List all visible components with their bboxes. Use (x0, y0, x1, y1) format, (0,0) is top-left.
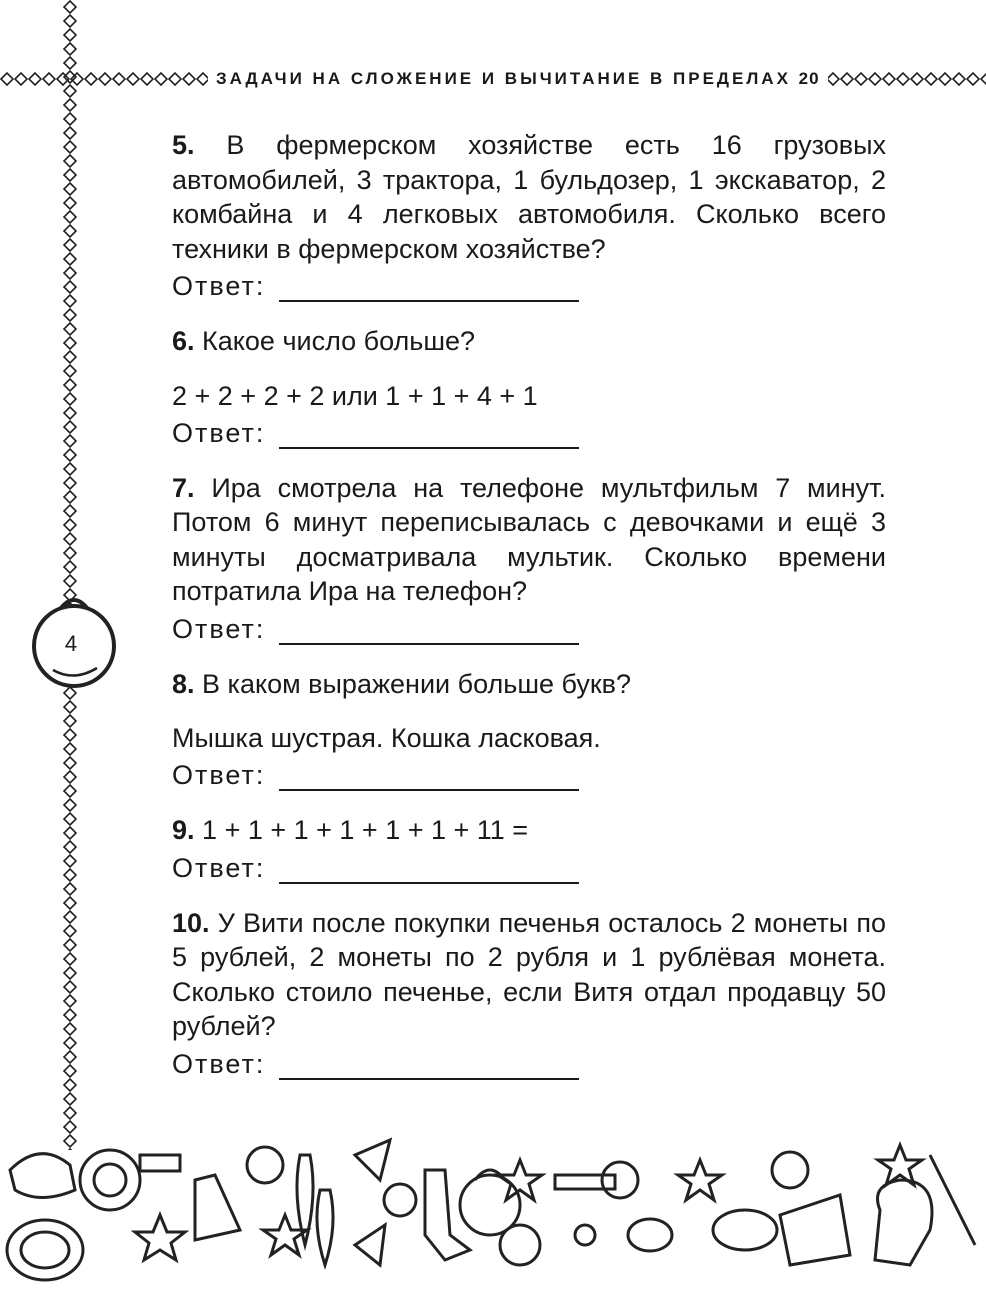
problem-number: 6. (172, 326, 195, 356)
boxing-glove-icon (875, 1180, 932, 1265)
problem-number: 10. (172, 907, 210, 938)
flag-icon (355, 1140, 390, 1180)
skate-icon (195, 1175, 240, 1240)
problem-number: 7. (172, 472, 195, 503)
problem-10 (144, 906, 886, 1044)
problem-text: Какое число больше? (202, 326, 476, 356)
answer-blank-7[interactable] (279, 619, 579, 645)
problem-number: 9. (172, 815, 195, 845)
rosette-icon (500, 1225, 540, 1265)
flipper-icon (780, 1195, 850, 1265)
problem-6 (144, 324, 886, 359)
problem-5 (144, 128, 886, 266)
problem-6-expression: 2 + 2 + 2 + 2 или 1 + 1 + 4 + 1 (172, 380, 538, 411)
problems-list (144, 128, 886, 1080)
star-icon-4 (678, 1160, 722, 1200)
problem-7 (144, 471, 886, 609)
shuttlecock-icon (355, 1225, 385, 1265)
medal-icon (384, 1184, 416, 1216)
answer-label: Ответ: (172, 760, 266, 790)
answer-blank-8[interactable] (279, 765, 579, 791)
answer-row-9 (144, 848, 886, 884)
answer-label: Ответ: (172, 852, 266, 883)
ball-icon (247, 1147, 283, 1183)
problem-number: 5. (172, 130, 195, 160)
header-title-number: 20 (798, 69, 820, 88)
answer-row-5 (144, 266, 886, 302)
problem-number: 8. (172, 668, 195, 699)
problem-text: У Вити после покупки печенья осталось 2 монеты по 5 рублей, 2 монеты по 2 рубля и 1 рублёвая монета. Сколько стоило печенье, если Витя отдал продавцу 50 рублей? (172, 907, 886, 1041)
target-icon (80, 1150, 140, 1210)
problem-text: В каком выражении больше букв? (202, 668, 632, 699)
dumbbell-icon (140, 1155, 180, 1171)
answer-blank-10[interactable] (279, 1054, 579, 1080)
stopwatch-icon (602, 1162, 638, 1198)
dart-icon (930, 1155, 975, 1245)
goggles-icon (628, 1219, 672, 1251)
answer-label: Ответ: (172, 1048, 266, 1079)
problem-8-phrases: Мышка шустрая. Кошка ласковая. (172, 723, 601, 753)
answer-blank-5[interactable] (279, 276, 579, 302)
answer-blank-9[interactable] (279, 858, 579, 884)
whistle-icon (10, 1154, 75, 1198)
problem-9 (144, 813, 886, 848)
header-title (208, 66, 828, 92)
answer-row-10 (144, 1044, 886, 1080)
problem-text: 1 + 1 + 1 + 1 + 1 + 1 + 11 = (202, 815, 529, 845)
frisbee-icon (7, 1220, 83, 1280)
star-icon-3 (498, 1160, 542, 1200)
chain-border-vertical (61, 0, 79, 1150)
sports-doodles-border (0, 1135, 986, 1299)
answer-row-6 (144, 413, 886, 449)
answer-label: Ответ: (172, 417, 266, 448)
answer-row-8 (144, 755, 886, 791)
star-icon (135, 1215, 185, 1260)
answer-label: Ответ: (172, 271, 266, 301)
rugby-ball-icon (713, 1210, 777, 1250)
small-ball-icon (575, 1225, 595, 1245)
answer-label: Ответ: (172, 613, 266, 644)
spiral-icon (772, 1152, 808, 1188)
dumbbell-icon-2 (555, 1175, 615, 1189)
problem-text: В фермерском хозяйстве есть 16 грузовых автомобилей, 3 трактора, 1 бульдозер, 1 экскаватор, 2 комбайна и 4 легковых автомобиля. Сколько всего техники в фермерском хозяйстве? (172, 130, 886, 264)
problem-text: Ира смотрела на телефоне мультфильм 7 минут. Потом 6 минут переписывалась с девочками и ещё 3 минуты досматривала мультик. Сколько времени потратила Ира на телефон? (172, 472, 886, 606)
answer-blank-6[interactable] (279, 423, 579, 449)
header-title-text: ЗАДАЧИ НА СЛОЖЕНИЕ И ВЫЧИТАНИЕ В ПРЕДЕЛАХ (216, 69, 791, 88)
page-number: 4 (64, 631, 78, 656)
answer-row-7 (144, 609, 886, 645)
problem-8 (144, 667, 886, 702)
